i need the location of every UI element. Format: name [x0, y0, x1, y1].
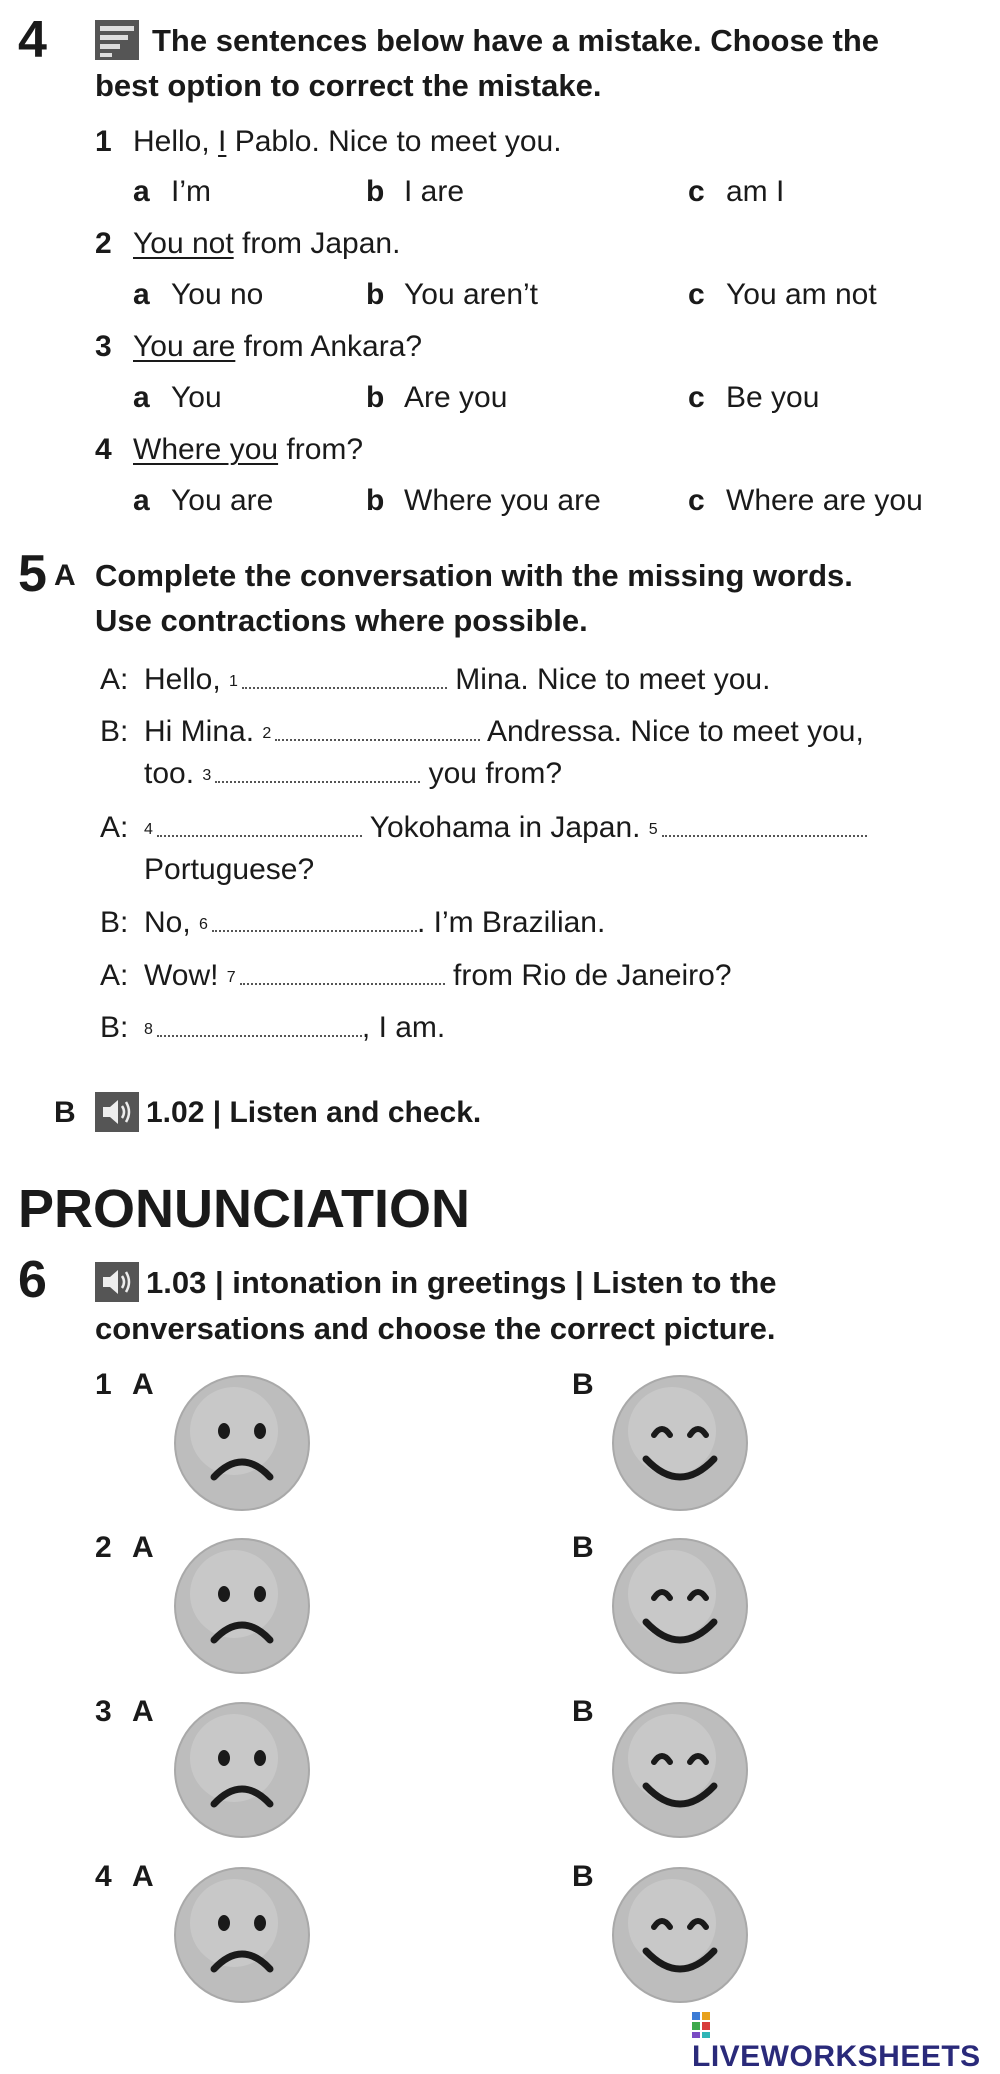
- line-text: Mina. Nice to meet you.: [446, 663, 771, 696]
- sad-face-icon[interactable]: [172, 1536, 312, 1676]
- ex4-item-4-option-c[interactable]: [688, 481, 923, 521]
- line-text: you from?: [420, 757, 563, 790]
- line-text: Portuguese?: [144, 853, 315, 886]
- line-text: No,: [144, 906, 200, 939]
- sad-face-icon[interactable]: [172, 1700, 312, 1840]
- item-text: Hello,: [133, 125, 219, 158]
- speaker-label: B:: [100, 906, 129, 939]
- option-b-label: B: [572, 1860, 594, 1893]
- instruction-text: Listen and check.: [229, 1096, 482, 1129]
- speaker-label: A:: [100, 663, 129, 696]
- ex5-part-a-label: A: [54, 559, 76, 592]
- happy-face-icon[interactable]: [610, 1700, 750, 1840]
- underlined-mistake: You are: [133, 330, 236, 363]
- option-letter: c: [688, 175, 705, 208]
- ex4-item-3-option-c[interactable]: [688, 378, 819, 418]
- ex4-instruction-line1: The sentences below have a mistake. Choose the: [152, 23, 880, 58]
- gap-3-input[interactable]: [215, 755, 420, 783]
- underlined-mistake: I: [218, 125, 227, 158]
- ex4-item-4: [95, 430, 363, 470]
- ex5-part-b-label: B: [54, 1096, 76, 1129]
- gap-1-input[interactable]: [242, 661, 447, 689]
- ex4-item-2-option-a[interactable]: [133, 275, 263, 315]
- happy-face-icon[interactable]: [610, 1373, 750, 1513]
- option-letter: c: [688, 381, 705, 414]
- option-text: am I: [726, 175, 785, 208]
- sad-face-icon[interactable]: [172, 1865, 312, 2005]
- ex5-instruction-line1: Complete the conversation with the missing words.: [95, 558, 853, 593]
- item-text: from Ankara?: [235, 330, 423, 363]
- item-number: 3: [95, 330, 112, 363]
- ex5-part-b-instruction: 1.02 | Listen and check.: [146, 1096, 482, 1129]
- ex4-instruction-line2: best option to correct the mistake.: [95, 68, 602, 103]
- option-a-label: A: [132, 1368, 154, 1401]
- gap-number: 4: [144, 821, 153, 838]
- underlined-mistake: You not: [133, 227, 234, 260]
- line-text: Yokohama in Japan.: [361, 811, 649, 844]
- item-number: 4: [95, 433, 112, 466]
- option-b-label: B: [572, 1695, 594, 1728]
- instruction-text: Listen to the: [592, 1265, 777, 1300]
- option-text: You are: [171, 484, 274, 517]
- option-text: I are: [404, 175, 465, 208]
- sad-face-icon[interactable]: [172, 1373, 312, 1513]
- gap-number: 8: [144, 1021, 153, 1038]
- logo-mark-icon: [692, 2010, 712, 2040]
- ex4-item-2-option-c[interactable]: [688, 275, 877, 315]
- conversation-line-5: [144, 850, 314, 890]
- gap-4-input[interactable]: [157, 809, 362, 837]
- conversation-line-3: [144, 754, 562, 794]
- item-text: from Japan.: [233, 227, 401, 260]
- ex4-item-3-option-b[interactable]: [366, 378, 507, 418]
- item-number: 1: [95, 125, 112, 158]
- conversation-line-7: [100, 956, 732, 996]
- option-letter: c: [688, 484, 705, 517]
- conversation-line-6: [100, 903, 605, 943]
- picture-row-number: 3: [95, 1695, 112, 1728]
- conversation-line-1: [100, 660, 770, 700]
- happy-face-icon[interactable]: [610, 1536, 750, 1676]
- gap-number: 6: [199, 916, 208, 933]
- underlined-mistake: Where you: [133, 433, 279, 466]
- speaker-label: A:: [100, 811, 129, 844]
- line-text: too.: [144, 757, 203, 790]
- line-text: Hi Mina.: [144, 715, 263, 748]
- item-number: 2: [95, 227, 112, 260]
- gap-number: 5: [648, 821, 658, 838]
- ex4-item-4-option-a[interactable]: [133, 481, 273, 521]
- option-text: You aren’t: [404, 278, 539, 311]
- ex4-item-1: [95, 122, 562, 162]
- speaker-label: B:: [100, 1011, 129, 1044]
- option-text: Be you: [726, 381, 820, 414]
- ex4-item-2: [95, 224, 400, 264]
- ex4-item-3-option-a[interactable]: [133, 378, 222, 418]
- option-letter: b: [366, 175, 385, 208]
- gap-number: 3: [202, 767, 212, 784]
- option-letter: c: [688, 278, 705, 311]
- track-number: 1.03: [146, 1265, 207, 1300]
- option-text: Where you are: [404, 484, 601, 517]
- option-letter: b: [366, 381, 385, 414]
- option-a-label: A: [132, 1531, 154, 1564]
- exercise-number-4: 4: [18, 11, 47, 69]
- line-text: . I’m Brazilian.: [416, 906, 606, 939]
- picture-row-number: 1: [95, 1368, 112, 1401]
- conversation-line-4: [100, 808, 867, 848]
- option-text: You no: [171, 278, 264, 311]
- option-text: You: [171, 381, 222, 414]
- speaker-label: B:: [100, 715, 129, 748]
- ex5-instruction-line2: Use contractions where possible.: [95, 603, 588, 638]
- liveworksheets-logo: [692, 2010, 1000, 2074]
- gap-number: 2: [262, 725, 272, 742]
- gap-8-input[interactable]: [157, 1009, 362, 1037]
- option-letter: a: [133, 278, 150, 311]
- option-a-label: A: [132, 1695, 154, 1728]
- speaker-label: A:: [100, 959, 129, 992]
- item-text: Pablo. Nice to meet you.: [226, 125, 562, 158]
- line-text: from Rio de Janeiro?: [444, 959, 732, 992]
- option-letter: b: [366, 484, 385, 517]
- picture-row-number: 4: [95, 1860, 112, 1893]
- option-letter: a: [133, 381, 150, 414]
- option-text: You am not: [726, 278, 877, 311]
- happy-face-icon[interactable]: [610, 1865, 750, 2005]
- conversation-line-8: [100, 1008, 445, 1048]
- gap-2-input[interactable]: [275, 713, 480, 741]
- audio-icon[interactable]: [95, 1092, 139, 1132]
- ex4-item-3: [95, 327, 422, 367]
- option-letter: a: [133, 175, 150, 208]
- exercise-number-5: 5: [18, 545, 47, 603]
- ex4-item-4-option-b[interactable]: [366, 481, 601, 521]
- section-title: PRONUNCIATION: [18, 1179, 470, 1239]
- line-text: Hello,: [144, 663, 230, 696]
- ex4-item-1-option-c[interactable]: [688, 172, 784, 212]
- line-text: Wow!: [144, 959, 227, 992]
- option-text: Where are you: [726, 484, 923, 517]
- ex6-instruction-line1: 1.03 | intonation in greetings | Listen to the: [146, 1265, 777, 1300]
- gap-number: 1: [229, 673, 238, 690]
- option-text: I’m: [171, 175, 211, 208]
- watermark-text: LIVEWORKSHEETS: [692, 2040, 981, 2073]
- option-text: Are you: [404, 381, 508, 414]
- gap-7-input[interactable]: [240, 957, 445, 985]
- topic-text: intonation in greetings: [232, 1265, 567, 1300]
- exercise-number-6: 6: [18, 1251, 47, 1309]
- option-letter: a: [133, 484, 150, 517]
- line-text: , I am.: [361, 1011, 446, 1044]
- item-text: from?: [278, 433, 364, 466]
- audio-icon[interactable]: [95, 1262, 139, 1302]
- ex4-item-2-option-b[interactable]: [366, 275, 538, 315]
- option-b-label: B: [572, 1368, 594, 1401]
- ex4-item-1-option-a[interactable]: [133, 172, 211, 212]
- track-number: 1.02: [146, 1096, 205, 1129]
- gap-5-input[interactable]: [662, 809, 867, 837]
- picture-row-number: 2: [95, 1531, 112, 1564]
- line-text: Andressa. Nice to meet you,: [480, 715, 864, 748]
- option-b-label: B: [572, 1531, 594, 1564]
- ex4-item-1-option-b[interactable]: [366, 172, 464, 212]
- writing-icon: [95, 20, 139, 60]
- gap-number: 7: [226, 969, 236, 986]
- ex6-instruction-line2: conversations and choose the correct picture.: [95, 1311, 776, 1346]
- gap-6-input[interactable]: [212, 904, 417, 932]
- conversation-line-2: [100, 712, 864, 752]
- option-a-label: A: [132, 1860, 154, 1893]
- option-letter: b: [366, 278, 385, 311]
